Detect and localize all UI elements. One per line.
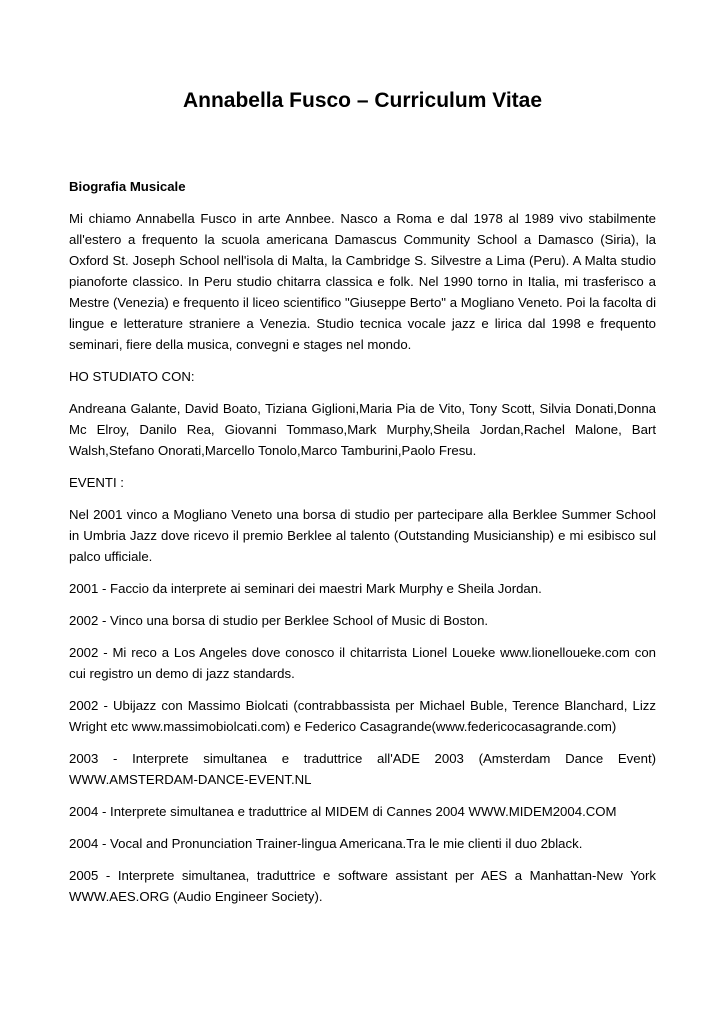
paragraph-event-2004-vocal-trainer: 2004 - Vocal and Pronunciation Trainer-lingua Americana.Tra le mie clienti il duo 2black.	[69, 836, 583, 851]
paragraph-teachers-list: Andreana Galante, David Boato, Tiziana Giglioni,Maria Pia de Vito, Tony Scott, Silvia Donati,Donna Mc Elroy, Danilo Rea, Giovanni Tommaso,Mark Murphy,Sheila Jordan,Rachel Malone, Bart Walsh,Stefano Onorati,Marcello Tonolo,Marco Tamburini,Paolo Fresu.	[69, 401, 656, 458]
paragraph-event-2005-aes: 2005 - Interprete simultanea, traduttrice e software assistant per AES a Manhattan-New York WWW.AES.ORG (Audio Engineer Society).	[69, 868, 656, 904]
document-body	[69, 176, 656, 918]
paragraph-events-heading: EVENTI :	[69, 475, 124, 490]
paragraph-event-2004-midem: 2004 - Interprete simultanea e traduttrice al MIDEM di Cannes 2004 WWW.MIDEM2004.COM	[69, 804, 617, 819]
paragraph-event-2002-los-angeles: 2002 - Mi reco a Los Angeles dove conosco il chitarrista Lionel Loueke www.lionelloueke.com con cui registro un demo di jazz standards.	[69, 645, 656, 681]
paragraph-event-berklee-summer: Nel 2001 vinco a Mogliano Veneto una borsa di studio per partecipare alla Berklee Summer School in Umbria Jazz dove ricevo il premio Berklee al talento (Outstanding Musicianship) e mi esibisco sul palco ufficiale.	[69, 507, 656, 564]
paragraph-biography: Mi chiamo Annabella Fusco in arte Annbee. Nasco a Roma e dal 1978 al 1989 vivo stabilmente all'estero a frequento la scuola americana Damascus Community School a Damasco (Siria), la Oxford St. Joseph School nell'isola di Malta, la Cambridge S. Silvestre a Lima (Peru). A Malta studio pianoforte classico. In Peru studio chitarra classica e folk. Nel 1990 torno in Italia, mi trasferisco a Mestre (Venezia) e frequento il liceo scientifico "Giuseppe Berto" a Mogliano Veneto. Poi la facolta di lingue e letterature straniere a Venezia. Studio tecnica vocale jazz e lirica dal 1998 e frequento seminari, fiere della musica, convegni e stages nel mondo.	[69, 211, 656, 352]
paragraph-event-2003-ade: 2003 - Interprete simultanea e traduttrice all'ADE 2003 (Amsterdam Dance Event) WWW.AMSTERDAM-DANCE-EVENT.NL	[69, 751, 656, 787]
paragraph-event-2001: 2001 - Faccio da interprete ai seminari dei maestri Mark Murphy e Sheila Jordan.	[69, 581, 542, 596]
document-title: Annabella Fusco – Curriculum Vitae	[182, 89, 543, 112]
paragraph-studied-with-heading: HO STUDIATO CON:	[69, 369, 195, 384]
section-heading: Biografia Musicale	[69, 179, 186, 194]
paragraph-event-2002-ubijazz: 2002 - Ubijazz con Massimo Biolcati (contrabbassista per Michael Buble, Terence Blanchard, Lizz Wright etc www.massimobiolcati.com) e Federico Casagrande(www.federicocasagrande.com)	[69, 698, 656, 734]
paragraph-event-2002-scholarship: 2002 - Vinco una borsa di studio per Berklee School of Music di Boston.	[69, 613, 489, 628]
